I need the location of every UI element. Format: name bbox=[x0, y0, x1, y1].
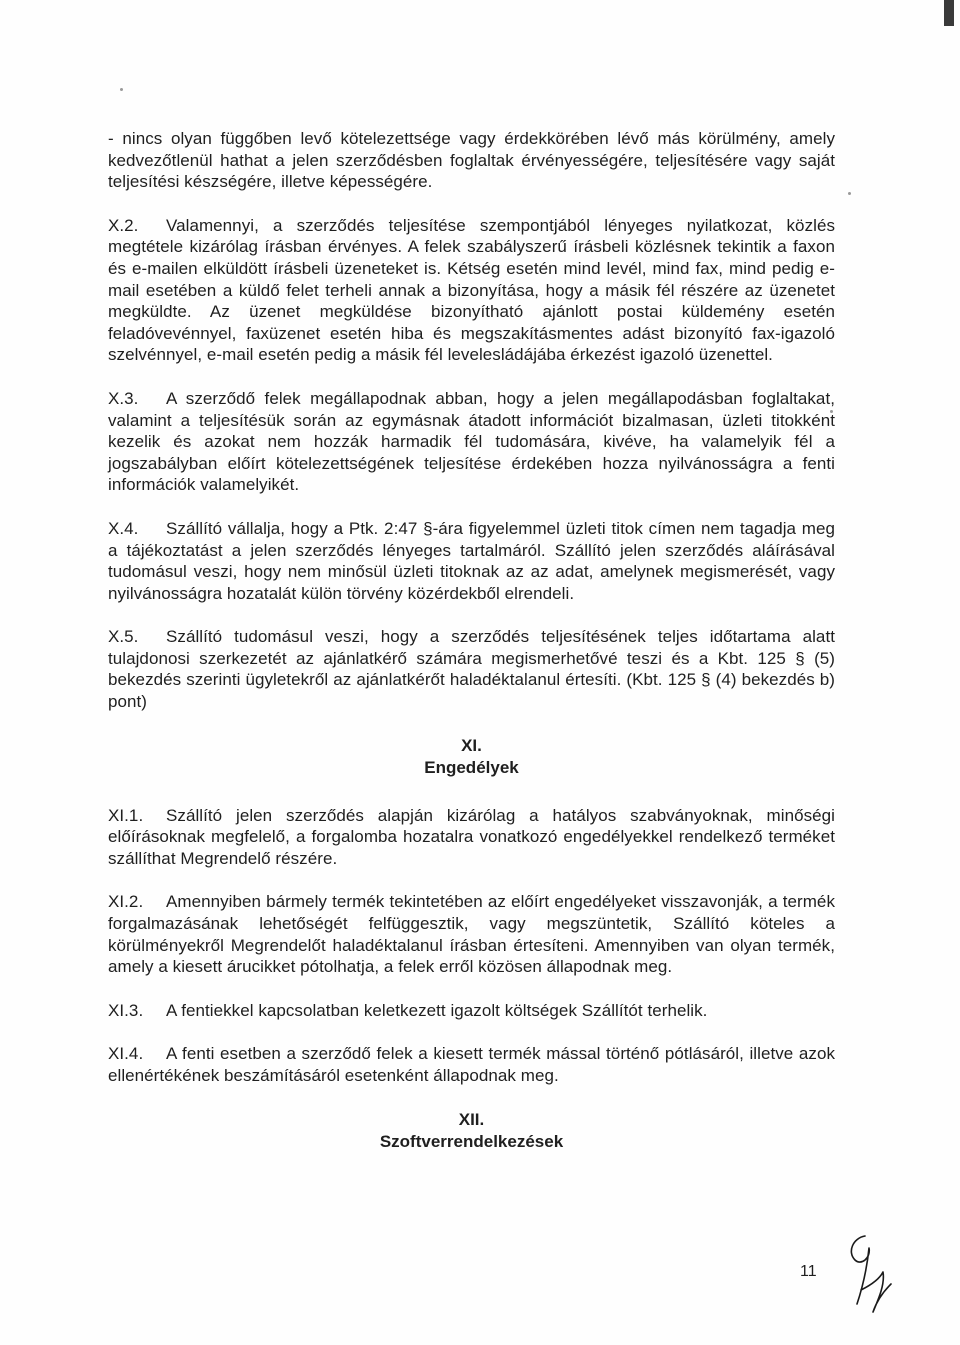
clause-intro bbox=[108, 128, 835, 193]
clause-x-3 bbox=[108, 388, 835, 496]
clause-number: X.5. bbox=[108, 627, 139, 647]
clause-x-4 bbox=[108, 518, 835, 604]
clause-xi-4 bbox=[108, 1043, 835, 1086]
clause-x-5 bbox=[108, 626, 835, 712]
section-number: XII. bbox=[458, 1109, 485, 1129]
section-xii-heading bbox=[108, 1109, 835, 1153]
page-number: 11 bbox=[800, 1263, 817, 1280]
clause-text: A szerződő felek megállapodnak abban, hogy a jelen megállapodásban foglaltakat, valamint a teljesítésük során az egymásnak átadott információt bizalmasan, üzleti titokként kezelik és azokat nem hozzák harmadik fél tudomására, kivéve, ha valamelyik fél a jogszabályban előírt kötelezettségének teljesítése érdekében hozza nyilvánosságra a fenti információk valamelyikét. bbox=[108, 388, 835, 495]
clause-xi-2 bbox=[108, 891, 835, 977]
document-body bbox=[108, 128, 835, 1179]
section-xi-heading bbox=[108, 735, 835, 779]
clause-number: XI.4. bbox=[108, 1044, 144, 1064]
scan-speck bbox=[848, 192, 851, 195]
signature-initials bbox=[835, 1228, 895, 1333]
clause-xi-3 bbox=[108, 1000, 835, 1022]
section-number: XI. bbox=[461, 735, 482, 755]
scan-speck bbox=[120, 88, 123, 91]
clause-number: XI.3. bbox=[108, 1000, 144, 1020]
clause-number: XI.1. bbox=[108, 805, 144, 825]
clause-text: A fentiekkel kapcsolatban keletkezett igazolt költségek Szállítót terhelik. bbox=[166, 1000, 708, 1020]
clause-text: Szállító jelen szerződés alapján kizárólag a hatályos szabványoknak, minőségi előírásoknak megfelelő, a forgalomba hozatalra vonatkozó engedélyekkel rendelkező terméket szállíthat Megrendelő részére. bbox=[108, 805, 835, 868]
clause-text: Szállító vállalja, hogy a Ptk. 2:47 §-ára figyelemmel üzleti titok címen nem tagadja meg a tájékoztatást a jelen szerződés lényeges tartalmáról. Szállító jelen szerződés aláírásával tudomásul veszi, hogy nem minősül üzleti titoknak az az adat, amelynek megismerését, vagy nyilvánosságra hozatalát külön törvény közérdekből elrendeli. bbox=[108, 518, 835, 603]
scan-edge-mark bbox=[944, 0, 954, 26]
clause-text: Valamennyi, a szerződés teljesítése szempontjából lényeges nyilatkozat, közlés megtétele kizárólag írásban érvényes. A felek szabályszerű írásbeli közlésnek tekintik a faxon és e-mailen elküldött írásbeli üzeneteket is. Kétség esetén mind levél, mind fax, mind pedig e-mail esetében a küldő felet terheli annak a bizonyítása, hogy a másik fél részére az üzenetet megküldte. Az üzenet megküldése bizonyítható ajánlott postai küldemény esetén feladóvevénnyel, faxüzenet esetén hiba és megszakításmentes adást bizonyító fax-igazoló szelvénnyel, e-mail esetén pedig a másik fél levelesládájába érkezést igazoló üzenettel. bbox=[108, 215, 835, 365]
clause-xi-1 bbox=[108, 805, 835, 870]
clause-text: Amennyiben bármely termék tekintetében az előírt engedélyeket visszavonják, a termék forgalmazásának lehetőségét felfüggesztik, vagy megszüntetik, Szállító köteles a körülményekről Megrendelőt haladéktalanul írásban értesíteni. Amennyiben van olyan termék, amely a kiesett árucikket pótolhatja, a felek erről közösen állapodnak meg. bbox=[108, 892, 835, 977]
clause-number: XI.2. bbox=[108, 892, 144, 912]
clause-text: A fenti esetben a szerződő felek a kiesett termék mással történő pótlásáról, illetve azok ellenértékének beszámításáról esetenként állapodnak meg. bbox=[108, 1044, 835, 1085]
section-title: Engedélyek bbox=[424, 757, 519, 777]
clause-x-2 bbox=[108, 215, 835, 366]
clause-text: - nincs olyan függőben levő kötelezettsége vagy érdekkörében lévő más körülmény, amely kedvezőtlenül hathat a jelen szerződésben foglaltak érvényességére, teljesítésére vagy saját teljesítési készségére, illetve képességére. bbox=[108, 129, 835, 192]
clause-text: Szállító tudomásul veszi, hogy a szerződés teljesítésének teljes időtartama alatt tulajdonosi szerkezetét az ajánlatkérő számára megismerhetővé teszi és a Kbt. 125 § (5) bekezdés szerinti ügyletekről az ajánlatkérőt haladéktalanul értesíti. (Kbt. 125 § (4) bekezdés b) pont) bbox=[108, 627, 835, 712]
clause-number: X.4. bbox=[108, 518, 139, 538]
clause-number: X.2. bbox=[108, 215, 139, 235]
section-title: Szoftverrendelkezések bbox=[379, 1131, 564, 1151]
signature-mark bbox=[835, 1228, 895, 1328]
clause-number: X.3. bbox=[108, 388, 139, 408]
